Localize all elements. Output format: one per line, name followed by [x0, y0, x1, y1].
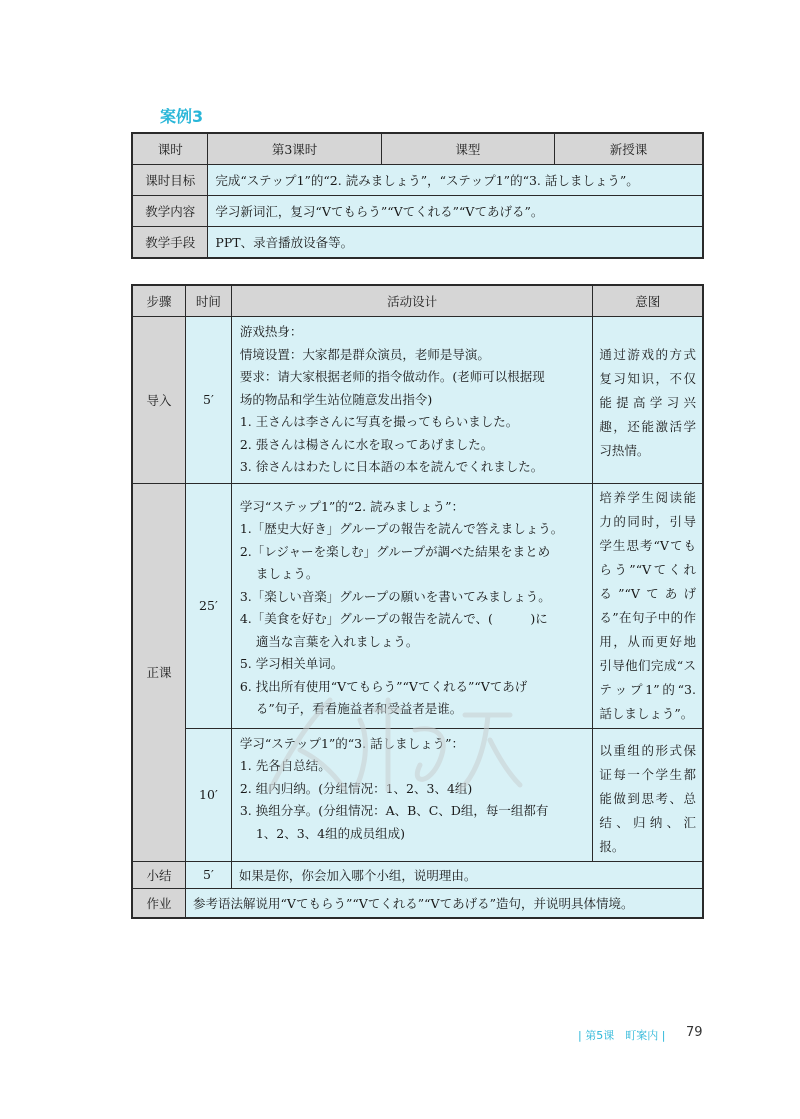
main-part2-intent: 以重组的形式保证每一个学生都能做到思考、总结、归纳、汇报。 [593, 728, 703, 861]
activity-line: 要求：请大家根据老师的指令做动作。(老师可以根据现 [239, 369, 545, 384]
intro-time: 5′ [186, 317, 232, 484]
period-label: 课时 [132, 133, 208, 165]
type-label: 课型 [381, 133, 554, 165]
activity-line: 1.「歴史大好き」グループの報告を読んで答えましょう。 [239, 521, 564, 536]
step-header: 步骤 [132, 285, 186, 317]
activity-line: 1、2、3、4组的成员组成) [255, 825, 406, 841]
summary-step: 小结 [132, 861, 186, 888]
page-number: 79 [686, 1025, 703, 1040]
main-part1-time: 25′ [186, 483, 232, 728]
main-part2-time: 10′ [186, 728, 232, 861]
main-row-part1 [132, 483, 703, 728]
activity-header: 活动设计 [231, 285, 593, 317]
activity-line: る”句子，看看施益者和受益者是谁。 [255, 701, 463, 716]
period-value: 第3课时 [208, 133, 381, 165]
homework-step: 作业 [132, 888, 186, 918]
activity-line: 4.「美食を好む」グループの報告を読んで、( )に [239, 611, 548, 626]
activity-line: ましょう。 [255, 566, 319, 581]
activity-line: 2. 張さんは楊さんに水を取ってあげました。 [239, 436, 494, 452]
homework-row [132, 888, 703, 918]
means-row [132, 227, 703, 259]
main-part1-activity [231, 483, 593, 728]
activity-line: 3. 徐さんはわたしに日本語の本を読んでくれました。 [239, 459, 544, 474]
activity-line: 游戏热身： [239, 324, 303, 339]
intro-activity [231, 317, 593, 484]
activity-line: 5. 学习相关单词。 [239, 656, 344, 671]
content-label: 教学内容 [132, 196, 208, 227]
goal-row [132, 165, 703, 196]
activity-line: 適当な言葉を入れましょう。 [255, 633, 419, 649]
activity-line: 2.「レジャーを楽しむ」グループが調べた結果をまとめ [239, 543, 551, 559]
intro-row [132, 317, 703, 484]
lesson-info-table [131, 132, 704, 259]
activity-table [131, 284, 704, 919]
case-title: 案例3 [160, 107, 204, 126]
activity-line: 3.「楽しい音楽」グループの願いを書いてみましょう。 [239, 588, 551, 604]
main-row-part2 [132, 728, 703, 861]
intro-intent: 通过游戏的方式复习知识，不仅能提高学习兴趣，还能激活学习热情。 [593, 317, 703, 484]
main-part2-activity [231, 728, 593, 861]
activity-line: 学习“ステップ1”的“2. 読みましょう”： [239, 498, 464, 514]
lesson-info-row [132, 133, 703, 165]
activity-line: 场的物品和学生站位随意发出指令) [239, 391, 433, 407]
activity-line: 学习“ステップ1”的“3. 話しましょう”： [239, 735, 464, 751]
goal-label: 课时目标 [132, 165, 208, 196]
activity-line: 2. 组内归纳。(分组情况：1、2、3、4组) [239, 780, 473, 796]
goal-value: 完成“ステップ1”的“2. 読みましょう”，“ステップ1”的“3. 話しましょう”。 [208, 165, 703, 196]
intent-header: 意图 [593, 285, 703, 317]
means-label: 教学手段 [132, 227, 208, 259]
type-value: 新授课 [555, 133, 703, 165]
means-value: PPT、录音播放设备等。 [208, 227, 703, 259]
summary-time: 5′ [186, 861, 232, 888]
intro-step: 导入 [132, 317, 186, 484]
content-row [132, 196, 703, 227]
activity-line: 1. 先各自总结。 [239, 758, 331, 773]
activity-line: 6. 找出所有使用“Vてもらう”“Vてくれる”“Vてあげ [239, 678, 528, 694]
main-step: 正课 [132, 483, 186, 861]
activity-line: 3. 换组分享。(分组情况：A、B、C、D组，每一组都有 [239, 803, 549, 818]
footer-chapter: | 第5课 町案内 | [578, 1029, 666, 1042]
summary-activity: 如果是你，你会加入哪个小组，说明理由。 [231, 861, 703, 888]
content-value: 学习新词汇，复习“Vてもらう”“Vてくれる”“Vてあげる”。 [208, 196, 703, 227]
time-header: 时间 [186, 285, 232, 317]
activity-line: 情境设置：大家都是群众演员，老师是导演。 [239, 346, 490, 362]
activity-line: 1. 王さんは李さんに写真を撮ってもらいました。 [239, 414, 519, 429]
summary-row [132, 861, 703, 888]
activity-header-row [132, 285, 703, 317]
main-part1-intent: 培养学生阅读能力的同时，引导学生思考“Vてもらう”“Vてくれる”“Vてあげる”在句子中的作用，从而更好地引导他们完成“ステップ1”的“3. 話しましょう”。 [593, 483, 703, 728]
homework-activity: 参考语法解说用“Vてもらう”“Vてくれる”“Vてあげる”造句，并说明具体情境。 [186, 888, 703, 918]
